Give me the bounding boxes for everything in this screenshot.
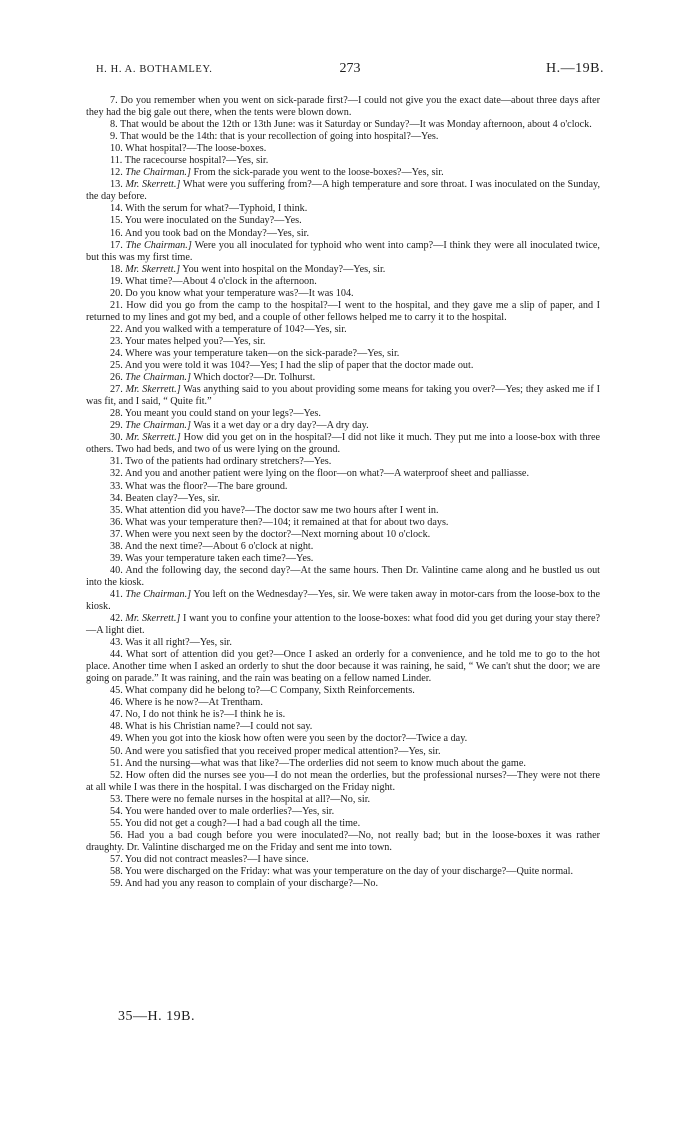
question-number: 33. — [110, 480, 123, 492]
testimony-paragraph — [86, 276, 600, 288]
question-answer-text: And the next time?—About 6 o'clock at night. — [124, 540, 314, 552]
question-answer-text: And the following day, the second day?—At the same hours. Then Dr. Valintine came along and he bustled us out into the kiosk. — [86, 564, 600, 588]
testimony-paragraph — [86, 770, 600, 794]
question-answer-text: Do you know what your temperature was?—It was 104. — [125, 287, 354, 299]
testimony-paragraph — [86, 324, 600, 336]
testimony-paragraph — [86, 613, 600, 637]
testimony-paragraph — [86, 240, 600, 264]
question-number: 46. — [110, 697, 123, 709]
question-number: 56. — [110, 829, 123, 841]
question-number: 57. — [110, 853, 123, 865]
question-number: 37. — [110, 528, 123, 540]
question-number: 49. — [110, 733, 123, 745]
question-number: 55. — [110, 817, 123, 829]
question-answer-text: You did not contract measles?—I have since. — [124, 853, 309, 865]
question-number: 14. — [110, 203, 123, 215]
question-answer-text: You meant you could stand on your legs?—Yes. — [124, 408, 321, 420]
question-number: 8. — [110, 119, 118, 131]
testimony-paragraph — [86, 288, 600, 300]
testimony-paragraph — [86, 481, 600, 493]
testimony-paragraph — [86, 432, 600, 456]
testimony-paragraph — [86, 372, 600, 384]
question-number: 47. — [110, 709, 123, 721]
question-number: 38. — [110, 540, 123, 552]
testimony-paragraph — [86, 300, 600, 324]
question-number: 10. — [110, 143, 123, 155]
question-answer-text: You were handed over to male orderlies?—Yes, sir. — [124, 805, 335, 817]
document-reference: H.—19B. — [546, 61, 604, 76]
testimony-paragraph — [86, 456, 600, 468]
testimony-paragraph — [86, 228, 600, 240]
question-answer-text: You went into hospital on the Monday?—Yes, sir. — [182, 263, 386, 275]
question-answer-text: You were inoculated on the Sunday?—Yes. — [124, 215, 302, 227]
testimony-paragraph — [86, 179, 600, 203]
testimony-body — [86, 95, 600, 890]
question-answer-text: Had you a bad cough before you were inoculated?—No, not really bad; but in the loose-boxes it was rather draughty. Dr. Valintine discharged me on the Friday and sent me into town. — [86, 829, 600, 853]
testimony-paragraph — [86, 854, 600, 866]
question-number: 43. — [110, 637, 123, 649]
question-answer-text: What attention did you have?—The doctor saw me two hours after I went in. — [125, 504, 439, 516]
question-number: 17. — [110, 239, 123, 251]
question-answer-text: What was your temperature then?—104; it remained at that for about two days. — [125, 516, 449, 528]
page-header — [96, 60, 604, 80]
testimony-paragraph — [86, 95, 600, 119]
speaker-label: Mr. Skerrett.] — [125, 613, 181, 625]
question-number: 7. — [110, 95, 118, 106]
testimony-paragraph — [86, 541, 600, 553]
question-number: 19. — [110, 275, 123, 287]
testimony-paragraph — [86, 733, 600, 745]
question-answer-text: You were discharged on the Friday: what was your temperature on the day of your discharge?—Quite normal. — [124, 866, 574, 877]
question-number: 26. — [110, 372, 123, 384]
question-answer-text: What was the floor?—The bare ground. — [125, 480, 288, 492]
testimony-paragraph — [86, 517, 600, 529]
question-answer-text: Which doctor?—Dr. Tolhurst. — [193, 372, 316, 384]
testimony-paragraph — [86, 336, 600, 348]
speaker-label: The Chairman.] — [125, 588, 192, 600]
question-number: 59. — [110, 878, 123, 890]
speaker-label: Mr. Skerrett.] — [125, 432, 181, 444]
question-answer-text: Your mates helped you?—Yes, sir. — [124, 335, 266, 347]
testimony-paragraph — [86, 155, 600, 167]
witness-name: H. H. A. BOTHAMLEY. — [96, 64, 213, 75]
testimony-paragraph — [86, 697, 600, 709]
question-number: 35. — [110, 504, 123, 516]
question-number: 29. — [110, 420, 123, 432]
testimony-paragraph — [86, 408, 600, 420]
question-answer-text: Was it a wet day or a dry day?—A dry day. — [193, 420, 369, 432]
question-answer-text: How often did the nurses see you—I do not mean the orderlies, but the professional nurses?—They were not there at all while I was there in the hospital. I was discharged on the Friday night. — [86, 769, 601, 793]
testimony-paragraph — [86, 529, 600, 541]
question-answer-text: When you got into the kiosk how often were you seen by the doctor?—Twice a day. — [125, 733, 468, 745]
testimony-paragraph — [86, 167, 600, 179]
question-answer-text: How did you get on in the hospital?—I did not like it much. They put me into a loose-box with three others. Two had beds, and two of us were lying on the ground. — [86, 432, 601, 456]
question-number: 18. — [110, 263, 123, 275]
testimony-paragraph — [86, 721, 600, 733]
testimony-paragraph — [86, 709, 600, 721]
question-number: 20. — [110, 287, 123, 299]
speaker-label: Mr. Skerrett.] — [125, 384, 181, 396]
testimony-paragraph — [86, 348, 600, 360]
question-answer-text: And you and another patient were lying on the floor—on what?—A waterproof sheet and palliasse. — [124, 468, 529, 480]
testimony-paragraph — [86, 553, 600, 565]
question-answer-text: That would be about the 12th or 13th June: was it Saturday or Sunday?—It was Monday afternoon, about 4 o'clock. — [120, 119, 592, 131]
question-answer-text: The racecourse hospital?—Yes, sir. — [124, 155, 269, 167]
question-number: 36. — [110, 516, 123, 528]
testimony-paragraph — [86, 493, 600, 505]
question-answer-text: That would be the 14th: that is your recollection of going into hospital?—Yes. — [120, 131, 439, 143]
question-number: 32. — [110, 468, 123, 480]
testimony-paragraph — [86, 203, 600, 215]
question-number: 25. — [110, 360, 123, 372]
testimony-paragraph — [86, 505, 600, 517]
question-number: 53. — [110, 793, 123, 805]
question-answer-text: Was anything said to you about providing some means for taking you over?—Yes; they asked me if I was fit, and I said, “ Quite fit.” — [86, 384, 601, 408]
question-number: 40. — [110, 564, 123, 576]
question-answer-text: With the serum for what?—Typhoid, I think. — [125, 203, 308, 215]
testimony-paragraph — [86, 866, 600, 878]
question-number: 42. — [110, 613, 123, 625]
question-number: 22. — [110, 323, 123, 335]
page-number: 273 — [339, 61, 361, 76]
question-answer-text: What time?—About 4 o'clock in the afternoon. — [125, 275, 317, 287]
question-answer-text: Where is he now?—At Trentham. — [125, 697, 263, 709]
question-number: 16. — [110, 227, 123, 239]
testimony-paragraph — [86, 589, 600, 613]
question-answer-text: And the nursing—what was that like?—The orderlies did not seem to know much about the game. — [124, 757, 526, 769]
question-number: 31. — [110, 456, 123, 468]
speaker-label: The Chairman.] — [125, 167, 191, 179]
question-number: 50. — [110, 745, 123, 757]
testimony-paragraph — [86, 794, 600, 806]
testimony-paragraph — [86, 565, 600, 589]
testimony-paragraph — [86, 264, 600, 276]
testimony-paragraph — [86, 830, 600, 854]
question-answer-text: What were you suffering from?—A high temperature and sore throat. I was inoculated on the Sunday, the day before. — [86, 179, 600, 203]
question-number: 39. — [110, 552, 123, 564]
speaker-label: Mr. Skerrett.] — [125, 263, 181, 275]
question-number: 34. — [110, 492, 123, 504]
sheet-signature: 35—H. 19B. — [118, 1009, 195, 1024]
question-answer-text: Do you remember when you went on sick-parade first?—I could not give you the exact date—about three days after they had the big gale out there, when the tents were blown down. — [86, 95, 601, 119]
question-number: 24. — [110, 347, 123, 359]
question-answer-text: And you walked with a temperature of 104?—Yes, sir. — [124, 323, 347, 335]
testimony-paragraph — [86, 637, 600, 649]
question-number: 52. — [110, 769, 123, 781]
question-answer-text: Beaten clay?—Yes, sir. — [125, 492, 220, 504]
question-answer-text: No, I do not think he is?—I think he is. — [125, 709, 286, 721]
question-number: 11. — [110, 155, 123, 167]
question-answer-text: And you took bad on the Monday?—Yes, sir. — [124, 227, 310, 239]
question-number: 48. — [110, 721, 123, 733]
speaker-label: The Chairman.] — [125, 239, 192, 251]
question-number: 58. — [110, 866, 123, 877]
testimony-paragraph — [86, 818, 600, 830]
testimony-paragraph — [86, 878, 600, 890]
question-answer-text: You left on the Wednesday?—Yes, sir. We were taken away in motor-cars from the loose-box to the kiosk. — [86, 588, 600, 612]
question-answer-text: And were you satisfied that you received proper medical attention?—Yes, sir. — [124, 745, 441, 757]
speaker-label: Mr. Skerrett.] — [125, 179, 181, 191]
question-answer-text: How did you go from the camp to the hospital?—I went to the hospital, and they gave me a slip of paper, and I returned to my lines and got my bed, and a couple of other fellows helped me to carry it to the hospital. — [86, 299, 600, 323]
question-number: 12. — [110, 167, 123, 179]
question-answer-text: And had you any reason to complain of your discharge?—No. — [124, 878, 379, 890]
question-number: 44. — [110, 649, 123, 661]
question-answer-text: Two of the patients had ordinary stretchers?—Yes. — [125, 456, 332, 468]
question-number: 45. — [110, 685, 123, 697]
question-answer-text: From the sick-parade you went to the loose-boxes?—Yes, sir. — [193, 167, 444, 179]
testimony-paragraph — [86, 384, 600, 408]
question-answer-text: There were no female nurses in the hospital at all?—No, sir. — [125, 793, 371, 805]
testimony-paragraph — [86, 685, 600, 697]
testimony-paragraph — [86, 131, 600, 143]
testimony-paragraph — [86, 420, 600, 432]
question-answer-text: What is his Christian name?—I could not say. — [125, 721, 313, 733]
question-answer-text: What hospital?—The loose-boxes. — [125, 143, 267, 155]
testimony-paragraph — [86, 746, 600, 758]
question-answer-text: You did not get a cough?—I had a bad cough all the time. — [124, 817, 361, 829]
testimony-paragraph — [86, 468, 600, 480]
question-answer-text: When were you next seen by the doctor?—Next morning about 10 o'clock. — [125, 528, 431, 540]
question-number: 13. — [110, 179, 123, 191]
question-number: 41. — [110, 588, 123, 600]
question-number: 27. — [110, 384, 123, 396]
testimony-paragraph — [86, 649, 600, 685]
question-number: 21. — [110, 299, 123, 311]
testimony-paragraph — [86, 143, 600, 155]
question-number: 28. — [110, 408, 123, 420]
question-answer-text: Were you all inoculated for typhoid who went into camp?—I think they were all inoculated twice, but this was my first time. — [86, 239, 600, 263]
question-number: 23. — [110, 335, 123, 347]
question-answer-text: What company did he belong to?—C Company, Sixth Reinforcements. — [125, 685, 415, 697]
question-number: 51. — [110, 757, 123, 769]
question-answer-text: Where was your temperature taken—on the sick-parade?—Yes, sir. — [125, 347, 400, 359]
question-number: 9. — [110, 131, 118, 143]
testimony-paragraph — [86, 360, 600, 372]
question-number: 54. — [110, 805, 123, 817]
question-answer-text: Was it all right?—Yes, sir. — [125, 637, 232, 649]
testimony-paragraph — [86, 806, 600, 818]
testimony-paragraph — [86, 758, 600, 770]
speaker-label: The Chairman.] — [125, 372, 191, 384]
question-answer-text: And you were told it was 104?—Yes; I had the slip of paper that the doctor made out. — [124, 360, 474, 372]
question-number: 15. — [110, 215, 123, 227]
question-answer-text: Was your temperature taken each time?—Yes. — [125, 552, 314, 564]
question-answer-text: I want you to confine your attention to the loose-boxes: what food did you get during your stay there?—A light diet. — [86, 613, 600, 637]
speaker-label: The Chairman.] — [125, 420, 191, 432]
question-number: 30. — [110, 432, 123, 444]
testimony-paragraph — [86, 215, 600, 227]
question-answer-text: What sort of attention did you get?—Once I asked an orderly for a convenience, and he told me to go to the hot place. Another time when I asked an orderly to shut the door because it was raining, he said, “ We can't shut the door; we are going on parade.” It was raining, and the rain was beating on a fellow named Linder. — [86, 649, 600, 685]
testimony-paragraph — [86, 119, 600, 131]
